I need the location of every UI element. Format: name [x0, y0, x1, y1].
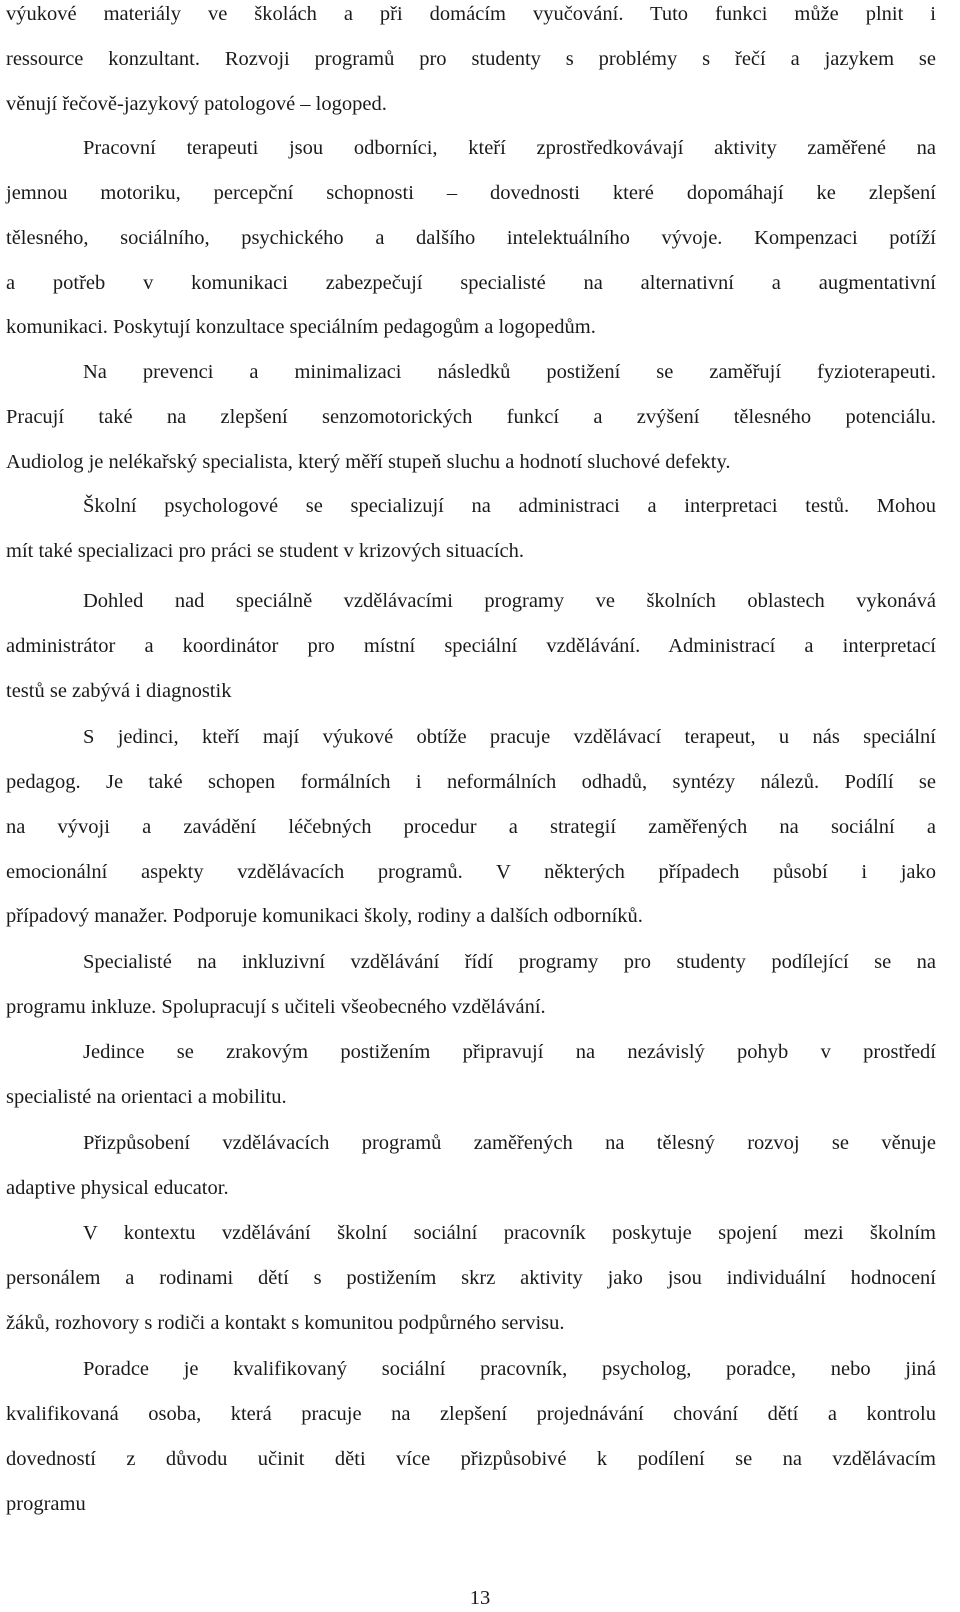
- text-line: Jedince se zrakovým postižením připravují na nezávislý pohyb v prostředí: [83, 1041, 936, 1063]
- text-line: Poradce je kvalifikovaný sociální pracovník, psycholog, poradce, nebo jiná: [83, 1358, 936, 1380]
- text-line: emocionální aspekty vzdělávacích programů. V některých případech působí i jako: [6, 861, 936, 883]
- text-line: specialisté na orientaci a mobilitu.: [6, 1086, 287, 1108]
- text-line: komunikaci. Poskytují konzultace speciálním pedagogům a logopedům.: [6, 316, 596, 338]
- text-line: testů se zabývá i diagnostik: [6, 680, 232, 702]
- text-line: Školní psychologové se specializují na administraci a interpretaci testů. Mohou: [83, 495, 936, 517]
- text-line: na vývoji a zavádění léčebných procedur a strategií zaměřených na sociální a: [6, 816, 936, 838]
- text-line: Přizpůsobení vzdělávacích programů zaměřených na tělesný rozvoj se věnuje: [83, 1132, 936, 1154]
- text-line: programu inkluze. Spolupracují s učiteli všeobecného vzdělávání.: [6, 996, 546, 1018]
- text-line: personálem a rodinami dětí s postižením skrz aktivity jako jsou individuální hodnocení: [6, 1267, 936, 1289]
- text-line: případový manažer. Podporuje komunikaci školy, rodiny a dalších odborníků.: [6, 905, 643, 927]
- text-line: kvalifikovaná osoba, která pracuje na zlepšení projednávání chování dětí a kontrolu: [6, 1403, 936, 1425]
- text-line: jemnou motoriku, percepční schopnosti – dovednosti které dopomáhají ke zlepšení: [6, 182, 936, 204]
- text-line: mít také specializaci pro práci se student v krizových situacích.: [6, 540, 525, 562]
- text-line: věnují řečově-jazykový patologové – logoped.: [6, 93, 387, 115]
- text-line: S jedinci, kteří mají výukové obtíže pracuje vzdělávací terapeut, u nás speciální: [83, 726, 936, 748]
- text-line: Na prevenci a minimalizaci následků postižení se zaměřují fyzioterapeuti.: [83, 361, 936, 383]
- text-line: žáků, rozhovory s rodiči a kontakt s komunitou podpůrného servisu.: [6, 1312, 565, 1334]
- text-line: pedagog. Je také schopen formálních i neformálních odhadů, syntézy nálezů. Podílí se: [6, 771, 936, 793]
- text-line: Pracují také na zlepšení senzomotorických funkcí a zvýšení tělesného potenciálu.: [6, 406, 936, 428]
- text-line: programu: [6, 1493, 86, 1515]
- text-line: ressource konzultant. Rozvoji programů pro studenty s problémy s řečí a jazykem se: [6, 48, 936, 70]
- text-line: tělesného, sociálního, psychického a dalšího intelektuálního vývoje. Kompenzaci potíží: [6, 227, 936, 249]
- text-line: Audiolog je nelékařský specialista, který měří stupeň sluchu a hodnotí sluchové defekty.: [6, 451, 731, 473]
- text-line: Dohled nad speciálně vzdělávacími programy ve školních oblastech vykonává: [83, 590, 936, 612]
- text-line: V kontextu vzdělávání školní sociální pracovník poskytuje spojení mezi školním: [83, 1222, 936, 1244]
- text-line: Specialisté na inkluzivní vzdělávání řídí programy pro studenty podílející se na: [83, 951, 936, 973]
- text-line: výukové materiály ve školách a při domácím vyučování. Tuto funkci může plnit i: [6, 3, 936, 25]
- text-line: a potřeb v komunikaci zabezpečují specialisté na alternativní a augmentativní: [6, 272, 936, 294]
- text-line: adaptive physical educator.: [6, 1177, 229, 1199]
- text-line: administrátor a koordinátor pro místní speciální vzdělávání. Administrací a interpretací: [6, 635, 936, 657]
- page-number: 13: [469, 1587, 491, 1609]
- text-line: dovedností z důvodu učinit děti více přizpůsobivé k podílení se na vzdělávacím: [6, 1448, 936, 1470]
- text-line: Pracovní terapeuti jsou odborníci, kteří zprostředkovávají aktivity zaměřené na: [83, 137, 936, 159]
